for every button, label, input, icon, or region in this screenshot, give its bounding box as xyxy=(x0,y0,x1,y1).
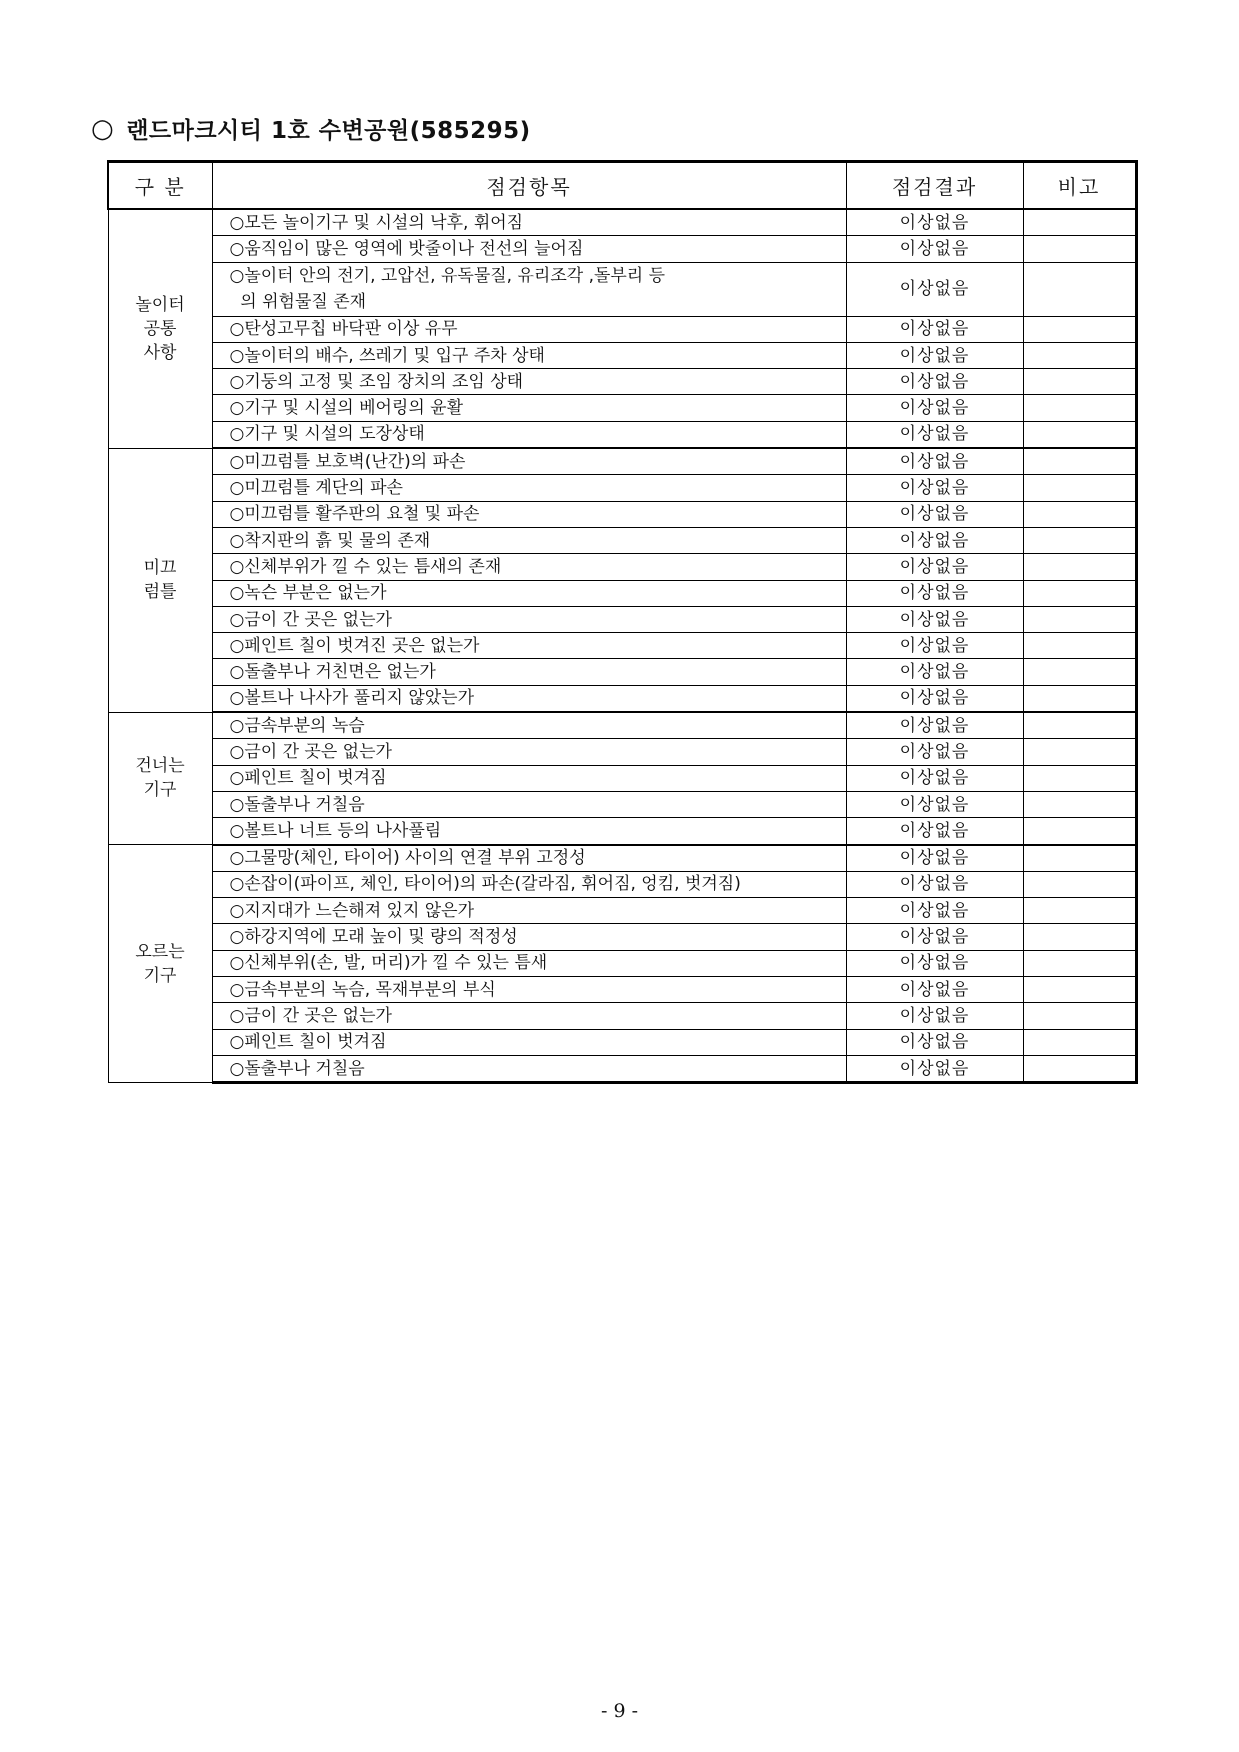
note-cell xyxy=(1023,871,1136,897)
table-row xyxy=(108,765,1136,791)
page-title xyxy=(91,112,531,145)
note-cell xyxy=(1023,924,1136,950)
note-cell xyxy=(1023,1003,1136,1029)
table-row xyxy=(108,871,1136,897)
inspection-item-cell: ○기구 및 시설의 베어링의 윤활 xyxy=(212,395,846,421)
result-cell: 이상없음 xyxy=(846,977,1023,1003)
table-row xyxy=(108,421,1136,448)
table-row xyxy=(108,527,1136,553)
table-row xyxy=(108,845,1136,872)
inspection-item-cell: ○볼트나 나사가 풀리지 않았는가 xyxy=(212,685,846,712)
note-cell xyxy=(1023,685,1136,712)
table-row xyxy=(108,1003,1136,1029)
note-cell xyxy=(1023,1055,1136,1082)
inspection-item-cell: ○놀이터 안의 전기, 고압선, 유독물질, 유리조각 ,돌부리 등 의 위험물질 존재 xyxy=(212,262,846,316)
note-cell xyxy=(1023,421,1136,448)
inspection-item-cell: ○페인트 칠이 벗겨짐 xyxy=(212,1029,846,1055)
note-cell xyxy=(1023,262,1136,316)
inspection-item-cell: ○미끄럼틀 보호벽(난간)의 파손 xyxy=(212,448,846,475)
note-cell xyxy=(1023,1029,1136,1055)
result-cell: 이상없음 xyxy=(846,950,1023,976)
inspection-item-cell: ○기구 및 시설의 도장상태 xyxy=(212,421,846,448)
note-cell xyxy=(1023,395,1136,421)
title-text: 랜드마크시티 1호 수변공원(585295) xyxy=(126,118,531,144)
table-row xyxy=(108,316,1136,342)
result-cell: 이상없음 xyxy=(846,527,1023,553)
note-cell xyxy=(1023,818,1136,845)
note-cell xyxy=(1023,554,1136,580)
category-cell: 오르는 기구 xyxy=(108,845,212,1083)
inspection-table xyxy=(107,160,1138,1084)
note-cell xyxy=(1023,369,1136,395)
table-body xyxy=(108,209,1136,1083)
inspection-item-cell: ○탄성고무칩 바닥판 이상 유무 xyxy=(212,316,846,342)
table-row xyxy=(108,209,1136,236)
inspection-item-cell: ○움직임이 많은 영역에 밧줄이나 전선의 늘어짐 xyxy=(212,236,846,262)
inspection-item-cell: ○페인트 칠이 벗겨짐 xyxy=(212,765,846,791)
table-row xyxy=(108,739,1136,765)
result-cell: 이상없음 xyxy=(846,421,1023,448)
inspection-item-cell: ○돌출부나 거칠음 xyxy=(212,1055,846,1082)
inspection-item-cell: ○금이 간 곳은 없는가 xyxy=(212,1003,846,1029)
inspection-item-cell: ○하강지역에 모래 높이 및 량의 적정성 xyxy=(212,924,846,950)
table-row xyxy=(108,501,1136,527)
table-row xyxy=(108,395,1136,421)
note-cell xyxy=(1023,659,1136,685)
table-row xyxy=(108,236,1136,262)
result-cell: 이상없음 xyxy=(846,316,1023,342)
result-cell: 이상없음 xyxy=(846,765,1023,791)
inspection-item-cell: ○돌출부나 거칠음 xyxy=(212,791,846,817)
result-cell: 이상없음 xyxy=(846,791,1023,817)
table-row xyxy=(108,1055,1136,1082)
category-cell: 건너는 기구 xyxy=(108,712,212,844)
inspection-item-cell: ○돌출부나 거친면은 없는가 xyxy=(212,659,846,685)
result-cell: 이상없음 xyxy=(846,501,1023,527)
table-row xyxy=(108,580,1136,606)
table-row xyxy=(108,791,1136,817)
inspection-item-cell: ○놀이터의 배수, 쓰레기 및 입구 주차 상태 xyxy=(212,342,846,368)
inspection-item-cell: ○기둥의 고정 및 조임 장치의 조임 상태 xyxy=(212,369,846,395)
result-cell: 이상없음 xyxy=(846,1003,1023,1029)
note-cell xyxy=(1023,845,1136,872)
table-row xyxy=(108,1029,1136,1055)
table-row xyxy=(108,685,1136,712)
table-row xyxy=(108,659,1136,685)
inspection-item-cell: ○금이 간 곳은 없는가 xyxy=(212,739,846,765)
result-cell: 이상없음 xyxy=(846,685,1023,712)
inspection-item-cell: ○착지판의 흙 및 물의 존재 xyxy=(212,527,846,553)
result-cell: 이상없음 xyxy=(846,580,1023,606)
inspection-item-cell: ○손잡이(파이프, 체인, 타이어)의 파손(갈라짐, 휘어짐, 엉킴, 벗겨짐) xyxy=(212,871,846,897)
result-cell: 이상없음 xyxy=(846,606,1023,632)
note-cell xyxy=(1023,898,1136,924)
note-cell xyxy=(1023,977,1136,1003)
result-cell: 이상없음 xyxy=(846,924,1023,950)
inspection-item-cell: ○금속부분의 녹슴, 목재부분의 부식 xyxy=(212,977,846,1003)
result-cell: 이상없음 xyxy=(846,262,1023,316)
table-row xyxy=(108,554,1136,580)
result-cell: 이상없음 xyxy=(846,898,1023,924)
inspection-item-cell: ○미끄럼틀 활주판의 요철 및 파손 xyxy=(212,501,846,527)
table-row xyxy=(108,262,1136,316)
inspection-item-cell: ○신체부위(손, 발, 머리)가 낄 수 있는 틈새 xyxy=(212,950,846,976)
note-cell xyxy=(1023,236,1136,262)
inspection-item-cell: ○지지대가 느슨해져 있지 않은가 xyxy=(212,898,846,924)
table-row xyxy=(108,950,1136,976)
note-cell xyxy=(1023,791,1136,817)
inspection-item-cell: ○모든 놀이기구 및 시설의 낙후, 휘어짐 xyxy=(212,209,846,236)
inspection-item-cell: ○볼트나 너트 등의 나사풀림 xyxy=(212,818,846,845)
note-cell xyxy=(1023,712,1136,739)
table-row xyxy=(108,606,1136,632)
result-cell: 이상없음 xyxy=(846,1029,1023,1055)
note-cell xyxy=(1023,209,1136,236)
result-cell: 이상없음 xyxy=(846,236,1023,262)
category-cell: 미끄 럼틀 xyxy=(108,448,212,712)
note-cell xyxy=(1023,527,1136,553)
note-cell xyxy=(1023,501,1136,527)
result-cell: 이상없음 xyxy=(846,554,1023,580)
inspection-item-cell: ○신체부위가 낄 수 있는 틈새의 존재 xyxy=(212,554,846,580)
result-cell: 이상없음 xyxy=(846,871,1023,897)
table-row xyxy=(108,818,1136,845)
table-row xyxy=(108,369,1136,395)
table-row xyxy=(108,475,1136,501)
note-cell xyxy=(1023,448,1136,475)
note-cell xyxy=(1023,580,1136,606)
note-cell xyxy=(1023,739,1136,765)
result-cell: 이상없음 xyxy=(846,448,1023,475)
note-cell xyxy=(1023,633,1136,659)
note-cell xyxy=(1023,342,1136,368)
inspection-item-cell: ○미끄럼틀 계단의 파손 xyxy=(212,475,846,501)
result-cell: 이상없음 xyxy=(846,818,1023,845)
page-number: - 9 - xyxy=(600,1700,638,1722)
header-item: 점검항목 xyxy=(212,162,846,210)
inspection-item-cell: ○금속부분의 녹슴 xyxy=(212,712,846,739)
header-result: 점검결과 xyxy=(846,162,1023,210)
header-category: 구 분 xyxy=(108,162,212,210)
result-cell: 이상없음 xyxy=(846,659,1023,685)
note-cell xyxy=(1023,316,1136,342)
result-cell: 이상없음 xyxy=(846,475,1023,501)
result-cell: 이상없음 xyxy=(846,1055,1023,1082)
table-row xyxy=(108,924,1136,950)
result-cell: 이상없음 xyxy=(846,845,1023,872)
result-cell: 이상없음 xyxy=(846,633,1023,659)
table-row xyxy=(108,342,1136,368)
note-cell xyxy=(1023,475,1136,501)
inspection-item-cell: ○페인트 칠이 벗겨진 곳은 없는가 xyxy=(212,633,846,659)
result-cell: 이상없음 xyxy=(846,369,1023,395)
category-cell: 놀이터 공통 사항 xyxy=(108,209,212,448)
table-row xyxy=(108,448,1136,475)
result-cell: 이상없음 xyxy=(846,209,1023,236)
note-cell xyxy=(1023,765,1136,791)
table-row xyxy=(108,977,1136,1003)
result-cell: 이상없음 xyxy=(846,739,1023,765)
inspection-item-cell: ○녹슨 부분은 없는가 xyxy=(212,580,846,606)
table-row xyxy=(108,898,1136,924)
inspection-item-cell: ○금이 간 곳은 없는가 xyxy=(212,606,846,632)
result-cell: 이상없음 xyxy=(846,395,1023,421)
header-note: 비고 xyxy=(1023,162,1136,210)
table-row xyxy=(108,712,1136,739)
result-cell: 이상없음 xyxy=(846,342,1023,368)
inspection-item-cell: ○그물망(체인, 타이어) 사이의 연결 부위 고정성 xyxy=(212,845,846,872)
result-cell: 이상없음 xyxy=(846,712,1023,739)
note-cell xyxy=(1023,950,1136,976)
table-header-row xyxy=(108,162,1136,210)
circle-bullet-icon: ○ xyxy=(91,113,115,144)
note-cell xyxy=(1023,606,1136,632)
table-row xyxy=(108,633,1136,659)
